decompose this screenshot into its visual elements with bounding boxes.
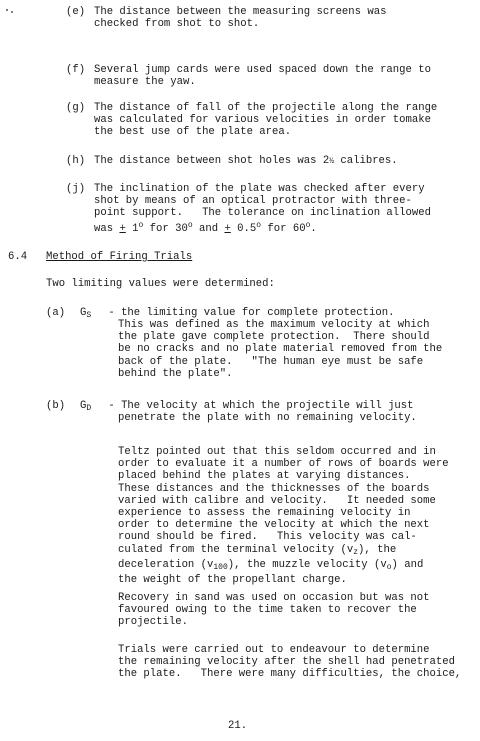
plus-minus-sign: +	[119, 222, 126, 235]
section-number: 6.4	[8, 251, 28, 263]
text-line: The distance of fall of the projectile along the range	[94, 102, 438, 114]
text-line: - the limiting value for complete protection.	[102, 307, 395, 319]
degree-sign: o	[256, 220, 262, 230]
gd-definition	[102, 400, 414, 412]
item-h-text	[94, 155, 398, 168]
text-line: the weight of the propellant charge.	[118, 574, 347, 587]
text-line: deceleration $(v_{100})$, the muzzle velocity $(v_o)$ and	[118, 558, 424, 572]
scan-speck	[11, 11, 13, 13]
text-line: Teltz pointed out that this seldom occurred and in	[118, 446, 436, 458]
text-line: placed behind the plates at varying distances.	[118, 470, 411, 483]
item-label-j: (j)	[66, 183, 86, 195]
gd-definition-cont	[118, 412, 417, 424]
text-line: the remaining velocity after the shell had penetrated	[118, 656, 455, 669]
paragraph-teltz	[118, 446, 449, 586]
text-line: round should be fired. This velocity was cal-	[118, 531, 417, 544]
fraction-half: ½	[329, 157, 335, 166]
item-label-f: (f)	[66, 64, 86, 76]
item-label-e: (e)	[66, 6, 86, 18]
text-line: shot by means of an optical protractor with three-	[94, 195, 412, 208]
paragraph-trials	[118, 644, 461, 681]
item-label-g: (g)	[66, 102, 86, 114]
paragraph-recovery	[118, 592, 430, 629]
symbol-gd: $G_D$	[80, 400, 92, 413]
text-line: the plate. There were many difficulties, the choice,	[118, 668, 462, 681]
degree-sign: o	[305, 220, 311, 230]
text-line: point support. The tolerance on inclination allowed	[94, 207, 431, 220]
item-g-text	[94, 102, 437, 139]
text-fragment: calibres.	[334, 155, 398, 167]
gs-definition	[102, 307, 394, 319]
text-line: The inclination of the plate was checked after every	[94, 183, 425, 195]
text-line: Several jump cards were used spaced down the range to	[94, 64, 431, 76]
text-line-tolerance: was + $1^o$ for 30$^o$ and + $0.5^o$ for 60$^o$.	[94, 220, 317, 235]
text-line: back of the plate. "The human eye must be safe	[118, 355, 424, 368]
degree-sign: o	[187, 220, 193, 230]
text-line: penetrate the plate with no remaining velocity.	[118, 412, 417, 424]
intro-text: Two limiting values were determined:	[46, 278, 275, 290]
text-line: The distance between the measuring screens was	[94, 6, 387, 18]
degree-sign: o	[138, 220, 144, 230]
item-j-text	[94, 183, 431, 235]
scan-speck	[6, 9, 8, 11]
item-label-h: (h)	[66, 155, 86, 167]
text-line: This was defined as the maximum velocity at which	[118, 319, 430, 331]
text-line: the best use of the plate area.	[94, 126, 292, 139]
page-number: 21.	[228, 720, 248, 732]
text-line: be no cracks and no plate material removed from the	[118, 343, 443, 356]
text-line: the plate gave complete protection. There should	[118, 331, 430, 344]
text-line: favoured owing to the time taken to recover the	[118, 604, 417, 617]
text-line: projectile.	[118, 616, 188, 629]
item-label-b: (b)	[46, 400, 66, 412]
text-fragment: The distance between shot holes was 2	[94, 155, 330, 167]
text-line: Trials were carried out to endeavour to determine	[118, 644, 430, 656]
plus-minus-sign: +	[224, 222, 231, 235]
text-line: order to determine the velocity at which the next	[118, 519, 430, 532]
text-line: These distances and the thicknesses of the boards	[118, 482, 430, 495]
text-line: order to evaluate it a number of rows of boards were	[118, 458, 449, 471]
text-line: measure the yaw.	[94, 76, 196, 89]
gs-definition-cont	[118, 319, 442, 380]
text-line: varied with calibre and velocity. It needed some	[118, 494, 436, 507]
text-line: Recovery in sand was used on occasion but was not	[118, 592, 430, 604]
section-title: Method of Firing Trials	[46, 251, 193, 263]
text-line: experience to assess the remaining velocity in	[118, 507, 411, 520]
item-e-text	[94, 6, 386, 30]
text-line: culated from the terminal velocity $(v_z)$, the	[118, 543, 397, 557]
text-line: was calculated for various velocities in order tomake	[94, 114, 431, 127]
item-f-text	[94, 64, 431, 88]
symbol-gs: $G_S$	[80, 307, 92, 320]
item-label-a: (a)	[46, 307, 66, 319]
text-line: checked from shot to shot.	[94, 18, 260, 31]
text-line: behind the plate".	[118, 367, 233, 380]
text-line: - The velocity at which the projectile will just	[102, 400, 414, 412]
